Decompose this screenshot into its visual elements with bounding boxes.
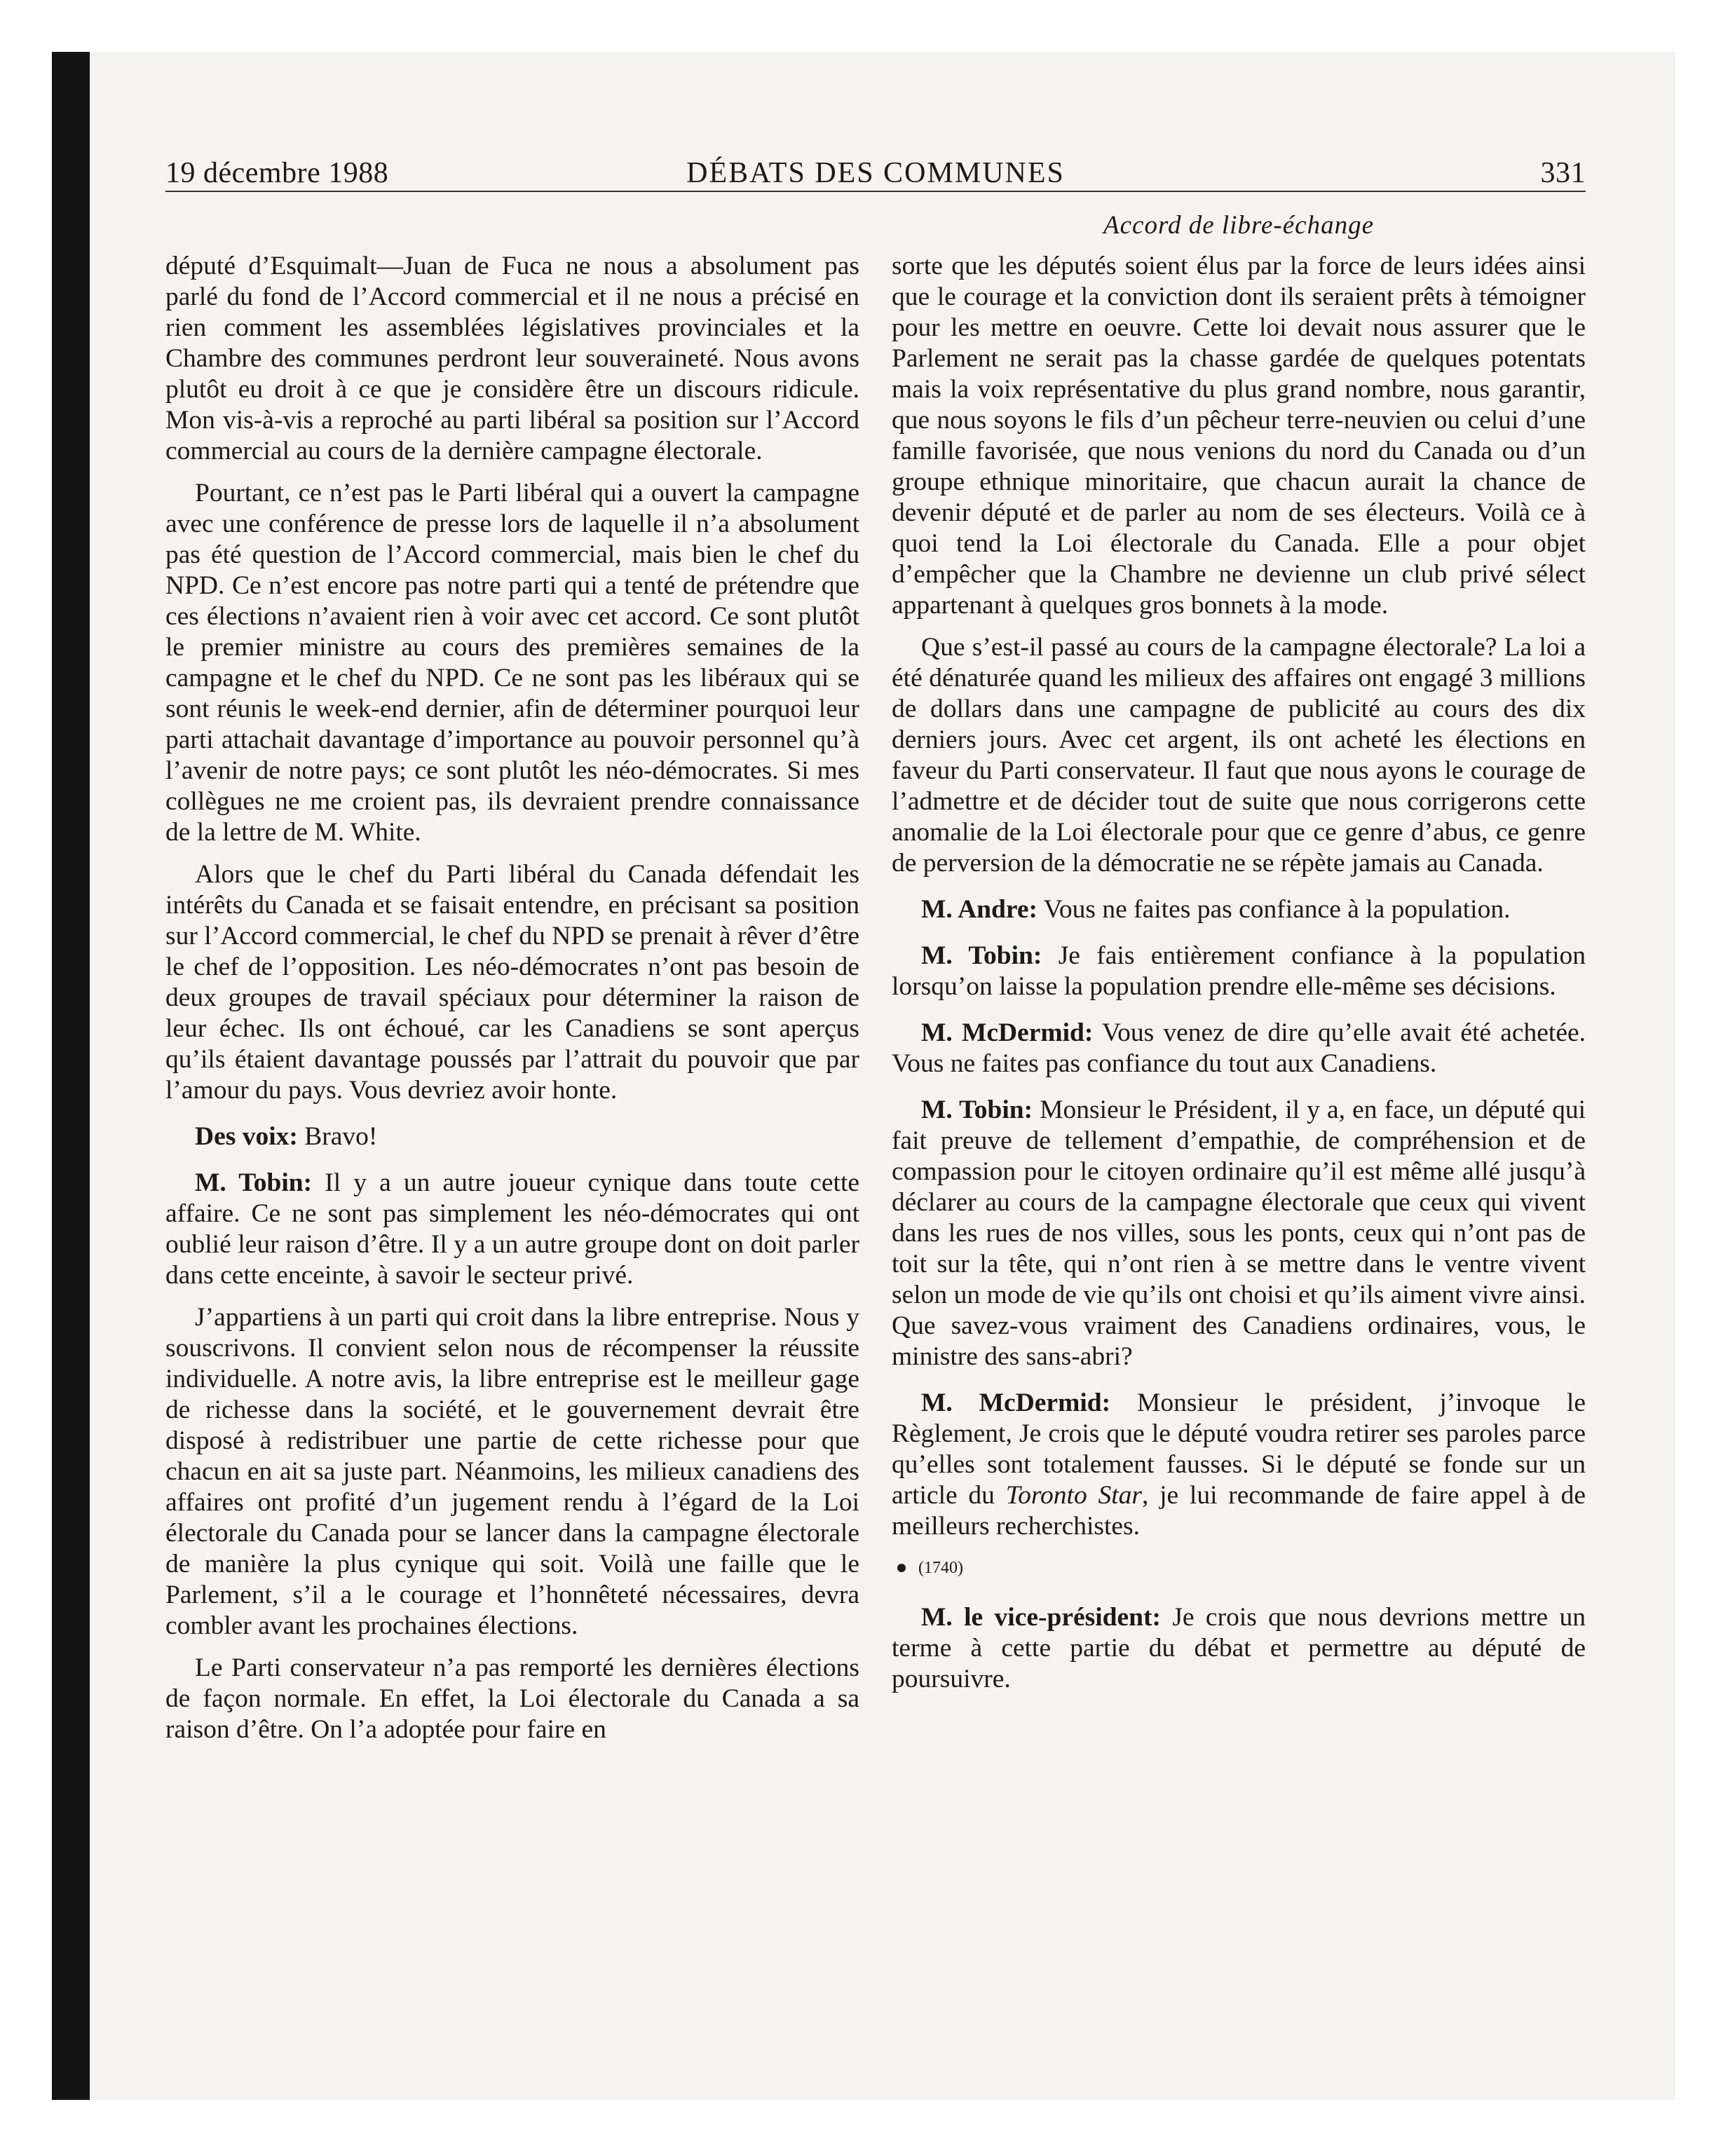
speech-paragraph: [892, 1388, 1586, 1542]
right-column: [892, 251, 1586, 1706]
paragraph: Que s’est-il passé au cours de la campagne électorale? La loi a été dénaturée quand les milieux des affaires ont engagé 3 millions de dollars dans une campagne de publicité au cours des dix derniers jours. Avec cet argent, ils ont acheté les élections en faveur du Parti conservateur. Il faut que nous ayons le courage de l’admettre et de décider tout de suite que nous corrigerons cette anomalie de la Loi électorale pour que ce genre d’abus, ce genre de perversion de la démocratie ne se répète jamais au Canada.: [892, 633, 1586, 878]
speech-text: Il y a un autre joueur cynique dans toute cette affaire. Ce ne sont pas simplement les néo-démocrates qui ont oublié leur raison d’être. Il y a un autre groupe dont on doit parler dans cette enceinte, à savoir le secteur privé.: [165, 1168, 860, 1290]
time-marker: [897, 1557, 1586, 1578]
speaker-name: M. McDermid:: [921, 1389, 1111, 1417]
speech-text: Vous venez de dire qu’elle avait été achetée. Vous ne faites pas confiance du tout aux Canadiens.: [892, 1018, 1586, 1078]
header-rule: [165, 191, 1586, 192]
paragraph: J’appartiens à un parti qui croit dans la libre entreprise. Nous y souscrivons. Il convient selon nous de récompenser la réussite individuelle. A notre avis, la libre entreprise est le meilleur gage de richesse dans la société, et le gouvernement devrait être disposé à redistribuer une partie de cette richesse pour que chacun en ait sa juste part. Néanmoins, les milieux canadiens des affaires ont profité d’un jugement rendu à l’égard de la Loi électorale du Canada pour se lancer dans la campagne électorale de manière la plus cynique qui soit. Voilà une faille que le Parlement, s’il a le courage et l’honnêteté nécessaires, devra combler avant les prochaines élections.: [165, 1303, 859, 1640]
scan-edge: [52, 52, 90, 2100]
speaker-name: M. Tobin:: [921, 941, 1042, 970]
speaker-name: M. Tobin:: [921, 1096, 1033, 1124]
header-title: DÉBATS DES COMMUNES: [686, 157, 1065, 189]
paragraph: sorte que les députés soient élus par la force de leurs idées ainsi que le courage et la conviction dont ils seraient prêts à témoigner pour les mettre en oeuvre. Cette loi devait nous assurer que le Parlement ne serait pas la chasse gardée de quelques potentats mais la voix représentative du plus grand nombre, nous garantir, que nous soyons le fils d’un pêcheur terre-neuvien ou celui d’une famille favorisée, que nous venions du nord du Canada ou d’un groupe ethnique minoritaire, que chacun aurait la chance de devenir député et de parler au nom de ses électeurs. Voilà ce à quoi tend la Loi électorale du Canada. Elle a pour objet d’empêcher que la Chambre ne devienne un club privé sélect appartenant à quelques gros bonnets à la mode.: [892, 252, 1586, 620]
speaker-name: Des voix:: [195, 1122, 298, 1151]
speech-paragraph: [892, 894, 1586, 925]
header-date: 19 décembre 1988: [165, 157, 389, 189]
speech-text-continued: , je lui recommande de faire appel à de meilleurs recherchistes.: [892, 1481, 1586, 1541]
speaker-name: M. le vice-président:: [921, 1603, 1161, 1632]
speech-paragraph: [165, 1168, 859, 1291]
speech-text: Monsieur le Président, il y a, en face, un député qui fait preuve de tellement d’empathie, de compréhension et de compassion pour le citoyen ordinaire qu’il est même allé jusqu’à déclarer au cours de la campagne électorale que ceux qui vivent dans les rues de nos villes, sous les ponts, ceux qui n’ont pas de toit sur la tête, qui n’ont rien à se mettre dans le ventre vivent selon un mode de vie qu’ils ont choisi et qu’ils aiment vivre ainsi. Que savez-vous vraiment des Canadiens ordinaires, vous, le ministre des sans-abri?: [892, 1096, 1586, 1371]
speech-paragraph: [892, 941, 1586, 1002]
speech-paragraph: [892, 1095, 1586, 1372]
speech-text: Bravo!: [304, 1122, 378, 1151]
speech-paragraph: [892, 1602, 1586, 1695]
speaker-name: M. Tobin:: [195, 1168, 313, 1197]
speech-paragraph: [892, 1018, 1586, 1079]
paragraph: Pourtant, ce n’est pas le Parti libéral qui a ouvert la campagne avec une conférence de presse lors de laquelle il n’a absolument pas été question de l’Accord commercial, mais bien le chef du NPD. Ce n’est encore pas notre parti qui a tenté de prétendre que ces élections n’avaient rien à voir avec cet accord. Ce sont plutôt le premier ministre au cours des premières semaines de la campagne et le chef du NPD. Ce ne sont pas les libéraux qui se sont réunis le week-end dernier, afin de déterminer pourquoi leur parti attachait davantage d’importance au pouvoir personnel qu’à l’avenir de notre pays; ce sont plutôt les néo-démocrates. Si mes collègues ne me croient pas, ils devraient prendre connaissance de la lettre de M. White.: [165, 479, 859, 847]
speech-text: Monsieur le président, j’invoque le Règlement, Je crois que le député voudra retirer ses paroles parce qu’elles sont totalement fausses. Si le député se fonde sur un article du: [892, 1389, 1586, 1510]
speaker-name: M. McDermid:: [921, 1018, 1094, 1047]
paragraph: député d’Esquimalt—Juan de Fuca ne nous a absolument pas parlé du fond de l’Accord commercial et il ne nous a précisé en rien comment les assemblées législatives provinciales et la Chambre des communes perdront leur souveraineté. Nous avons plutôt eu droit à ce que je considère être un discours ridicule. Mon vis-à-vis a reproché au parti libéral sa position sur l’Accord commercial au cours de la dernière campagne électorale.: [165, 252, 859, 465]
speech-paragraph: [165, 1121, 859, 1152]
publication-title: Toronto Star: [1005, 1481, 1142, 1510]
speaker-name: M. Andre:: [921, 895, 1037, 924]
left-column: [165, 251, 859, 1756]
speech-text: Je crois que nous devrions mettre un terme à cette partie du débat et permettre au député de poursuivre.: [892, 1603, 1586, 1693]
speech-text: Je fais entièrement confiance à la population lorsqu’on laisse la population prendre elle-même ses décisions.: [892, 941, 1586, 1001]
page-number: 331: [1540, 157, 1586, 189]
paragraph: Le Parti conservateur n’a pas remporté les dernières élections de façon normale. En effet, la Loi électorale du Canada a sa raison d’être. On l’a adoptée pour faire en: [165, 1653, 859, 1744]
speech-text: Vous ne faites pas confiance à la population.: [1043, 895, 1511, 924]
subject-heading: Accord de libre-échange: [1103, 211, 1374, 240]
running-head: [165, 156, 1586, 191]
bullet-icon: [897, 1564, 906, 1572]
paragraph: Alors que le chef du Parti libéral du Canada défendait les intérêts du Canada et se faisait entendre, en précisant sa position sur l’Accord commercial, le chef du NPD se prenait à rêver d’être le chef de l’opposition. Les néo-démocrates n’ont pas besoin de deux groupes de travail spéciaux pour déterminer la raison de leur échec. Ils ont échoué, car les Canadiens se sont aperçus qu’ils étaient davantage poussés par l’attrait du pouvoir que par l’amour du pays. Vous devriez avoir honte.: [165, 860, 859, 1105]
time-stamp: (1740): [918, 1559, 963, 1577]
